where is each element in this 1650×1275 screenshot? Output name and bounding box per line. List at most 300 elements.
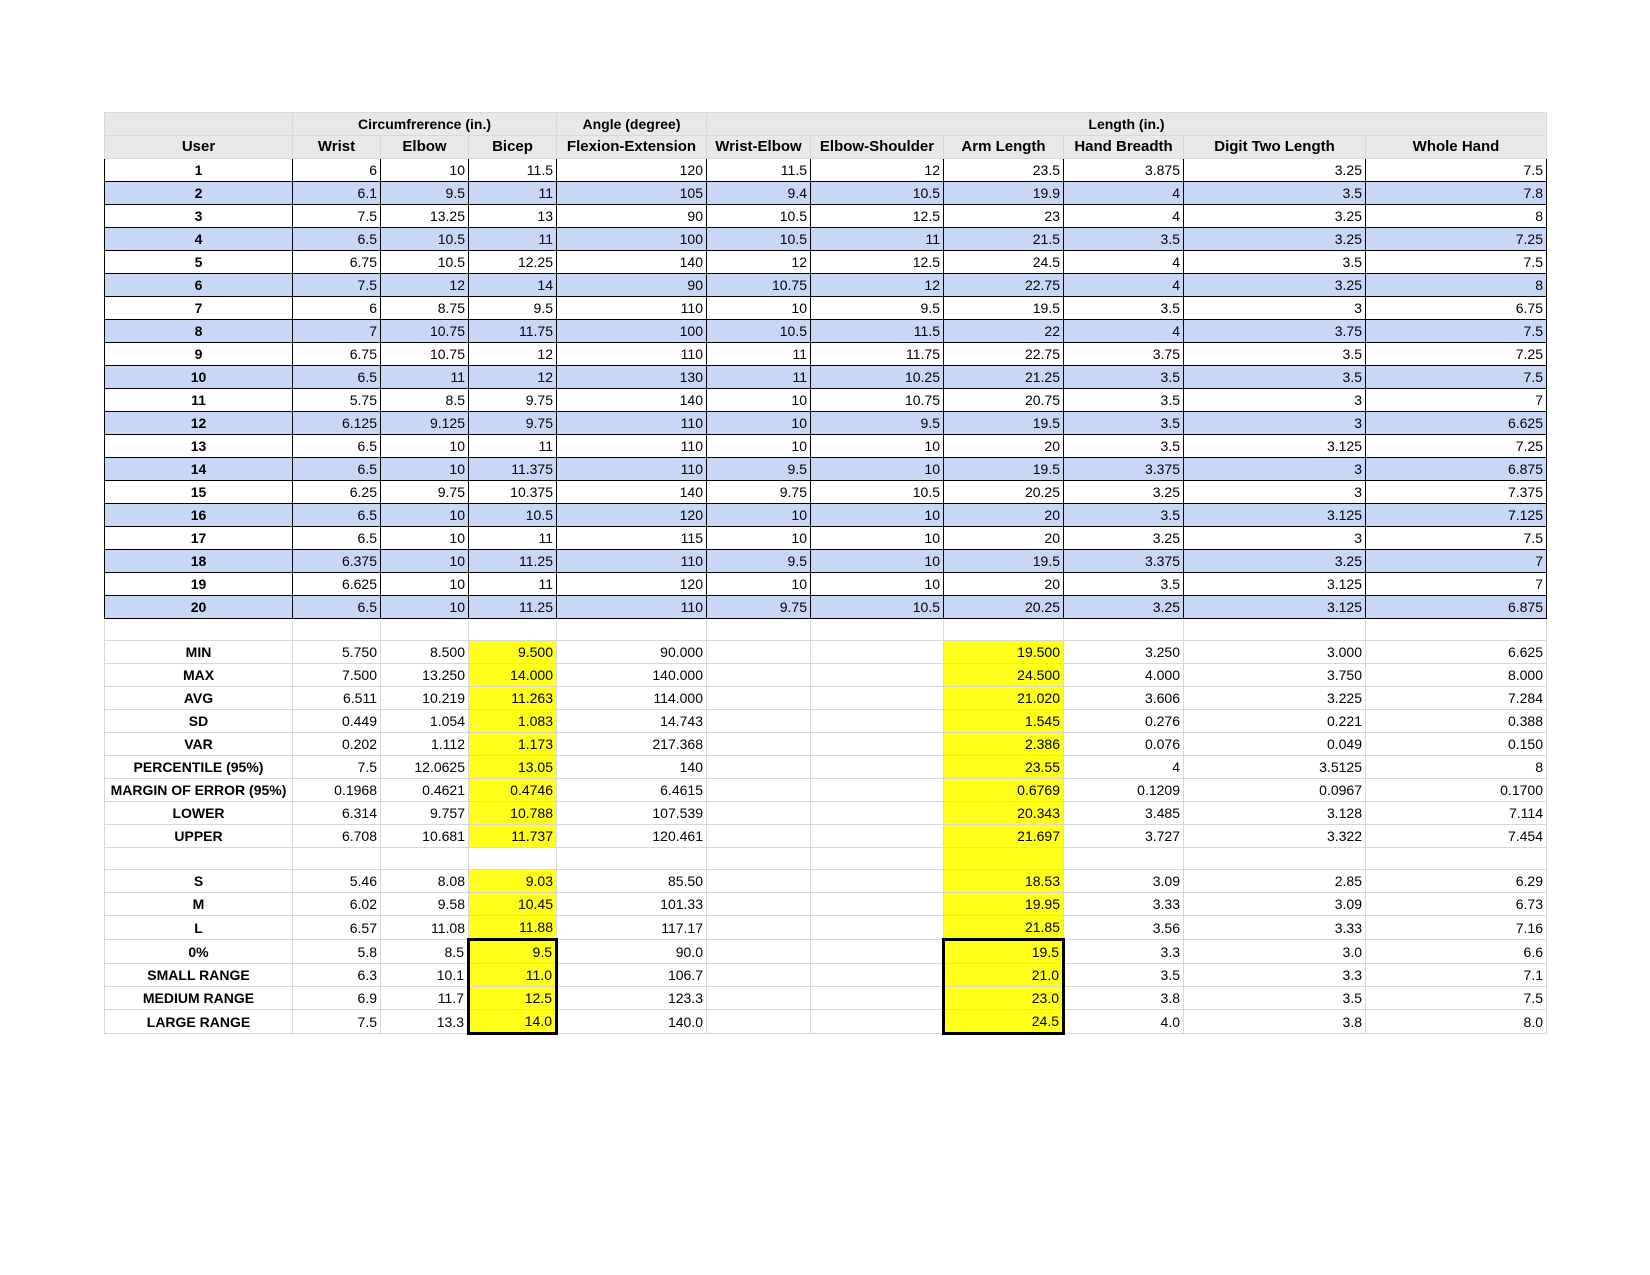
table-cell: 9.75 [469,389,557,412]
table-cell: 1.054 [381,710,469,733]
table-cell: 4 [1064,320,1184,343]
table-cell: 10.5 [707,320,811,343]
row-label: 2 [105,182,293,205]
table-cell: 4 [1064,756,1184,779]
empty-cell [469,848,557,870]
table-cell: 101.33 [557,893,707,916]
table-cell: 19.5 [944,412,1064,435]
table-cell: 140 [557,756,707,779]
table-cell: 3 [1184,527,1366,550]
table-cell: 1.083 [469,710,557,733]
table-cell: 3.485 [1064,802,1184,825]
table-cell: 1.545 [944,710,1064,733]
table-cell: 6.875 [1366,458,1547,481]
table-cell: 7.5 [1366,320,1547,343]
row-label: MEDIUM RANGE [105,987,293,1010]
table-cell: 4 [1064,274,1184,297]
table-cell: 20 [944,573,1064,596]
table-cell: 9.4 [707,182,811,205]
table-cell: 4 [1064,182,1184,205]
table-cell: 8.500 [381,641,469,664]
table-cell: 10 [707,297,811,320]
table-cell: 10.75 [811,389,944,412]
group-header-angle: Angle (degree) [557,113,707,136]
row-label: 1 [105,159,293,182]
table-cell: 22 [944,320,1064,343]
table-cell: 19.95 [944,893,1064,916]
row-label: 9 [105,343,293,366]
table-cell: 12.25 [469,251,557,274]
table-cell: 11 [469,527,557,550]
table-cell: 3 [1184,458,1366,481]
table-cell: 9.75 [707,481,811,504]
empty-cell [1366,848,1547,870]
table-cell: 110 [557,343,707,366]
table-cell: 14.000 [469,664,557,687]
table-cell: 11 [469,228,557,251]
table-cell: 7.284 [1366,687,1547,710]
stats-row [105,779,1547,802]
table-row [105,389,1547,412]
table-cell: 3.5 [1064,412,1184,435]
table-cell: 6.73 [1366,893,1547,916]
empty-cell [293,848,381,870]
table-cell [707,825,811,848]
row-label: 8 [105,320,293,343]
table-cell: 0.076 [1064,733,1184,756]
table-row [105,320,1547,343]
table-cell: 12 [811,159,944,182]
table-cell: 3.75 [1184,320,1366,343]
table-cell: 19.9 [944,182,1064,205]
row-label: 5 [105,251,293,274]
table-cell: 11.88 [469,916,557,940]
table-cell: 3.75 [1064,343,1184,366]
table-cell [707,1010,811,1034]
table-cell: 10 [381,504,469,527]
table-cell: 6.5 [293,458,381,481]
stats-row [105,733,1547,756]
table-cell: 9.757 [381,802,469,825]
table-cell: 110 [557,596,707,619]
table-cell: 11 [469,435,557,458]
table-cell [811,940,944,964]
table-cell: 9.500 [469,641,557,664]
table-cell: 3.5 [1064,366,1184,389]
stats-row [105,687,1547,710]
table-cell [707,802,811,825]
table-cell: 100 [557,320,707,343]
table-cell: 10.5 [811,182,944,205]
table-cell: 90 [557,205,707,228]
stats-row [105,756,1547,779]
empty-cell [944,848,1064,870]
table-cell: 21.020 [944,687,1064,710]
table-cell: 4 [1064,205,1184,228]
table-cell: 3.25 [1184,228,1366,251]
table-cell: 10.5 [707,228,811,251]
table-cell: 20 [944,527,1064,550]
table-body [105,159,1547,1034]
table-cell: 140 [557,251,707,274]
row-label: S [105,870,293,893]
table-cell: 5.8 [293,940,381,964]
table-cell: 10 [811,527,944,550]
table-cell [811,641,944,664]
row-label: 16 [105,504,293,527]
table-cell: 107.539 [557,802,707,825]
table-cell: 3.225 [1184,687,1366,710]
table-cell: 3.25 [1064,527,1184,550]
table-row [105,251,1547,274]
table-cell: 106.7 [557,964,707,987]
row-label: MAX [105,664,293,687]
table-cell: 3.0 [1184,940,1366,964]
table-cell: 10.5 [469,504,557,527]
table-cell: 20.25 [944,481,1064,504]
spacer-row [105,619,1547,641]
table-cell: 3.25 [1184,159,1366,182]
table-row [105,435,1547,458]
table-cell: 11 [381,366,469,389]
table-cell: 7.25 [1366,435,1547,458]
row-label: 15 [105,481,293,504]
table-cell: 3.33 [1064,893,1184,916]
table-cell: 130 [557,366,707,389]
table-cell: 11.7 [381,987,469,1010]
table-cell [811,802,944,825]
table-cell: 3.3 [1064,940,1184,964]
table-cell: 21.697 [944,825,1064,848]
row-label: 6 [105,274,293,297]
table-cell: 24.5 [944,1010,1064,1034]
table-cell: 105 [557,182,707,205]
table-cell: 13 [469,205,557,228]
table-cell: 10 [707,573,811,596]
size-row [105,916,1547,940]
table-cell: 10 [381,550,469,573]
table-cell: 3.25 [1184,205,1366,228]
row-label: LARGE RANGE [105,1010,293,1034]
table-cell: 23.55 [944,756,1064,779]
table-cell: 6.25 [293,481,381,504]
empty-cell [381,619,469,641]
row-label: 4 [105,228,293,251]
table-cell: 7.8 [1366,182,1547,205]
table-cell: 10 [381,435,469,458]
table-cell: 2.85 [1184,870,1366,893]
table-cell: 11.5 [469,159,557,182]
table-cell: 11 [707,343,811,366]
table-cell [707,733,811,756]
table-cell: 10 [707,389,811,412]
row-label: 18 [105,550,293,573]
table-cell: 3.3 [1184,964,1366,987]
table-row [105,343,1547,366]
table-cell: 6.5 [293,596,381,619]
table-cell: 23.5 [944,159,1064,182]
table-cell: 11 [469,573,557,596]
table-cell: 10.75 [381,320,469,343]
table-cell: 10 [381,159,469,182]
size-row [105,893,1547,916]
row-label: SD [105,710,293,733]
table-cell: 9.5 [469,297,557,320]
table-cell [707,916,811,940]
table-cell: 18.53 [944,870,1064,893]
table-cell: 13.25 [381,205,469,228]
table-cell: 0.150 [1366,733,1547,756]
table-cell: 9.5 [811,297,944,320]
table-cell: 7 [1366,573,1547,596]
table-cell: 3.375 [1064,458,1184,481]
table-cell [707,664,811,687]
table-row [105,596,1547,619]
table-cell: 10 [707,504,811,527]
table-cell: 3.8 [1064,987,1184,1010]
table-row [105,527,1547,550]
table-cell: 7.375 [1366,481,1547,504]
table-cell: 7.16 [1366,916,1547,940]
table-cell: 114.000 [557,687,707,710]
table-cell: 11.25 [469,596,557,619]
row-label: UPPER [105,825,293,848]
table-cell: 13.05 [469,756,557,779]
row-label: LOWER [105,802,293,825]
table-cell: 6.314 [293,802,381,825]
table-cell: 7.5 [1366,366,1547,389]
column-header: Elbow-Shoulder [811,136,944,159]
table-cell: 20.25 [944,596,1064,619]
table-cell: 12.5 [811,251,944,274]
table-cell: 3.5 [1064,504,1184,527]
table-cell: 5.75 [293,389,381,412]
table-cell: 14.743 [557,710,707,733]
column-header: Elbow [381,136,469,159]
row-label: 19 [105,573,293,596]
table-cell: 21.5 [944,228,1064,251]
table-cell: 0.4746 [469,779,557,802]
table-cell: 120 [557,159,707,182]
table-cell: 7.5 [1366,159,1547,182]
table-cell: 3.125 [1184,435,1366,458]
table-cell: 3.09 [1064,870,1184,893]
table-cell: 0.1700 [1366,779,1547,802]
row-label: MARGIN OF ERROR (95%) [105,779,293,802]
table-cell [811,987,944,1010]
table-cell: 6.6 [1366,940,1547,964]
column-header: Digit Two Length [1184,136,1366,159]
table-cell: 7.454 [1366,825,1547,848]
table-cell: 8 [1366,205,1547,228]
table-cell: 9.5 [381,182,469,205]
table-cell: 0.221 [1184,710,1366,733]
table-cell: 11.75 [811,343,944,366]
table-cell: 110 [557,458,707,481]
table-cell: 7.5 [293,274,381,297]
table-cell: 140 [557,389,707,412]
table-cell: 21.25 [944,366,1064,389]
table-cell: 10 [381,573,469,596]
table-cell: 0.1209 [1064,779,1184,802]
table-cell [707,940,811,964]
table-cell: 6.02 [293,893,381,916]
table-cell: 22.75 [944,274,1064,297]
table-cell: 3.09 [1184,893,1366,916]
table-cell: 11.737 [469,825,557,848]
table-cell: 12.0625 [381,756,469,779]
table-cell: 3.5 [1184,182,1366,205]
table-cell: 140.000 [557,664,707,687]
table-cell: 3.5 [1184,366,1366,389]
stats-row [105,664,1547,687]
table-cell: 3.5 [1064,435,1184,458]
table-cell [707,756,811,779]
column-header: Bicep [469,136,557,159]
table-cell: 3.5 [1184,343,1366,366]
row-label: SMALL RANGE [105,964,293,987]
range-row [105,940,1547,964]
table-cell: 9.125 [381,412,469,435]
table-cell: 3.375 [1064,550,1184,573]
table-cell: 20 [944,435,1064,458]
table-cell: 3 [1184,297,1366,320]
table-cell: 11.5 [707,159,811,182]
empty-cell [1366,619,1547,641]
table-cell: 120 [557,504,707,527]
table-cell: 6.5 [293,435,381,458]
table-cell: 3.606 [1064,687,1184,710]
table-cell: 90.0 [557,940,707,964]
table-cell: 0.388 [1366,710,1547,733]
table-cell: 7.5 [293,205,381,228]
table-cell: 8.08 [381,870,469,893]
table-cell: 11 [469,182,557,205]
table-cell: 3.727 [1064,825,1184,848]
table-cell: 7.114 [1366,802,1547,825]
table-cell [707,641,811,664]
table-cell: 21.0 [944,964,1064,987]
table-cell: 10 [381,458,469,481]
table-cell: 8.5 [381,940,469,964]
table-cell: 10.45 [469,893,557,916]
table-cell [707,964,811,987]
row-label: VAR [105,733,293,756]
table-cell: 3.5 [1064,228,1184,251]
measurements-table [104,112,1547,1035]
row-label: MIN [105,641,293,664]
table-cell: 3.250 [1064,641,1184,664]
table-cell: 140 [557,481,707,504]
stats-row [105,802,1547,825]
range-row [105,1010,1547,1034]
table-cell: 10 [811,550,944,573]
table-cell [811,825,944,848]
table-cell: 7.5 [293,1010,381,1034]
table-cell: 13.3 [381,1010,469,1034]
table-row [105,458,1547,481]
table-cell: 6.1 [293,182,381,205]
table-cell: 11 [811,228,944,251]
table-cell: 10.5 [381,251,469,274]
table-cell: 22.75 [944,343,1064,366]
table-cell: 10.1 [381,964,469,987]
table-cell: 3.875 [1064,159,1184,182]
table-cell: 5.750 [293,641,381,664]
empty-cell [557,619,707,641]
table-cell: 3.000 [1184,641,1366,664]
table-cell: 0.6769 [944,779,1064,802]
table-cell: 3 [1184,389,1366,412]
table-cell: 12.5 [811,205,944,228]
table-cell: 120 [557,573,707,596]
table-cell [811,687,944,710]
table-cell [811,916,944,940]
empty-cell [1184,619,1366,641]
table-cell: 6.5 [293,504,381,527]
table-cell: 8 [1366,756,1547,779]
row-label: AVG [105,687,293,710]
table-cell: 3.5125 [1184,756,1366,779]
table-cell [811,779,944,802]
table-cell: 3.125 [1184,504,1366,527]
table-cell: 117.17 [557,916,707,940]
table-cell: 3 [1184,412,1366,435]
table-cell: 11.75 [469,320,557,343]
table-cell: 3.8 [1184,1010,1366,1034]
empty-cell [1184,848,1366,870]
table-cell: 2.386 [944,733,1064,756]
table-cell: 10.5 [381,228,469,251]
table-cell: 12 [469,366,557,389]
table-cell: 0.4621 [381,779,469,802]
table-row [105,504,1547,527]
table-cell: 9.5 [469,940,557,964]
row-label: 11 [105,389,293,412]
table-cell: 110 [557,435,707,458]
row-label: 10 [105,366,293,389]
table-cell: 6.9 [293,987,381,1010]
table-cell: 3.125 [1184,596,1366,619]
table-cell: 3.5 [1064,389,1184,412]
empty-cell [469,619,557,641]
table-cell: 7.125 [1366,504,1547,527]
table-cell: 10 [811,573,944,596]
table-cell [811,870,944,893]
table-cell: 6.29 [1366,870,1547,893]
table-cell [811,733,944,756]
group-header-circumference: Circumfrerence (in.) [293,113,557,136]
table-cell: 120.461 [557,825,707,848]
table-cell: 0.0967 [1184,779,1366,802]
table-cell: 0.049 [1184,733,1366,756]
table-cell: 110 [557,550,707,573]
table-cell: 6 [293,297,381,320]
group-header-length: Length (in.) [707,113,1547,136]
range-row [105,964,1547,987]
table-cell: 3.25 [1064,481,1184,504]
table-cell: 23.0 [944,987,1064,1010]
table-cell: 19.5 [944,297,1064,320]
table-cell: 10.681 [381,825,469,848]
table-cell: 6.511 [293,687,381,710]
row-label: 3 [105,205,293,228]
table-cell: 1.173 [469,733,557,756]
table-cell: 20 [944,504,1064,527]
table-cell: 20.75 [944,389,1064,412]
table-cell: 10.5 [811,596,944,619]
table-cell: 6.4615 [557,779,707,802]
